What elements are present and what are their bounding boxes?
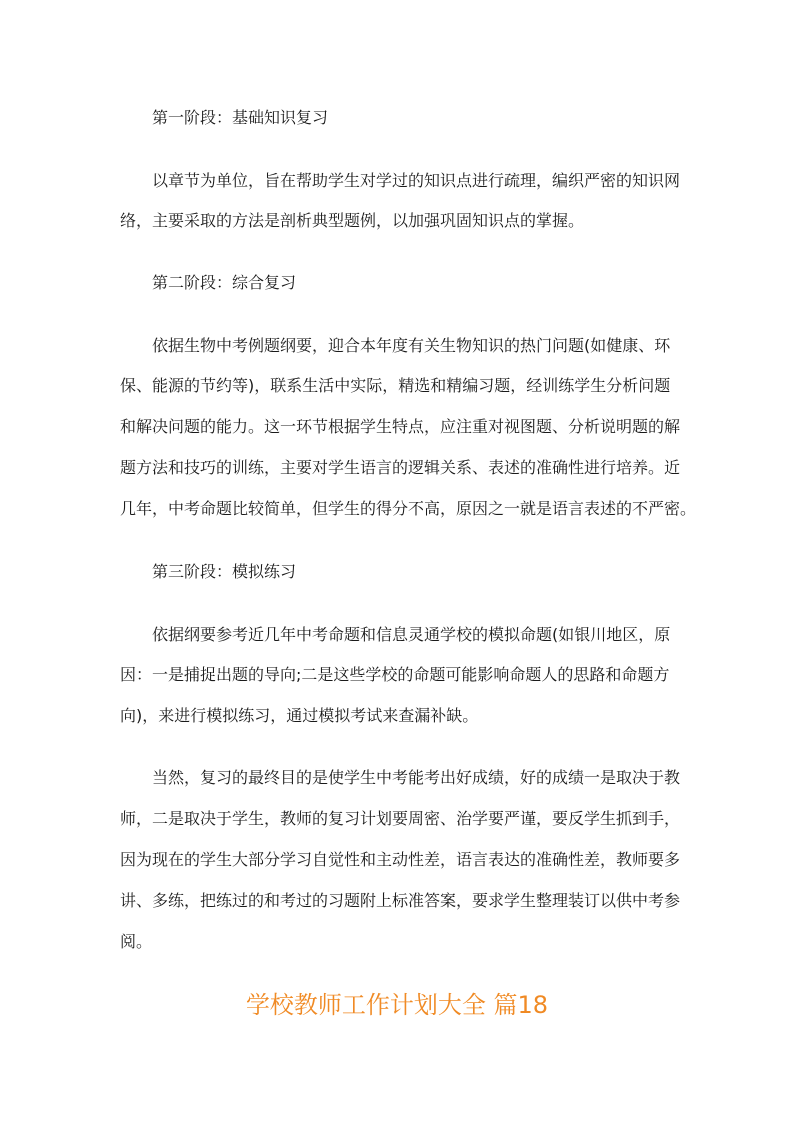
paragraph-line: 讲、多练，把练过的和考过的习题附上标准答案，要求学生整理装订以供中考参 [120, 891, 681, 910]
paragraph-line: 以章节为单位，旨在帮助学生对学过的知识点进行疏理，编织严密的知识网 [152, 171, 681, 190]
paragraph-line: 保、能源的节约等)，联系生活中实际，精选和精编习题，经训练学生分析问题 [120, 376, 671, 395]
paragraph-line: 因：一是捕捉出题的导向;二是这些学校的命题可能影响命题人的思路和命题方 [120, 665, 670, 684]
stage-one-heading: 第一阶段：基础知识复习 [152, 108, 329, 127]
paragraph-line: 络，主要采取的方法是剖析典型题例，以加强巩固知识点的掌握。 [120, 211, 585, 230]
paragraph-line: 题方法和技巧的训练，主要对学生语言的逻辑关系、表述的准确性进行培养。近 [120, 458, 681, 477]
section-title: 学校教师工作计划大全 篇18 [245, 991, 549, 1019]
paragraph-line: 因为现在的学生大部分学习自觉性和主动性差，语言表达的准确性差，教师要多 [120, 850, 681, 869]
paragraph-line: 师，二是取决于学生，教师的复习计划要周密、治学要严谨，要反学生抓到手， [120, 809, 681, 828]
paragraph-line: 当然，复习的最终目的是使学生中考能考出好成绩，好的成绩一是取决于教 [152, 768, 681, 787]
paragraph-line: 向)，来进行模拟练习，通过模拟考试来查漏补缺。 [120, 706, 479, 725]
stage-two-heading: 第二阶段：综合复习 [152, 273, 297, 292]
paragraph-line: 和解决问题的能力。这一环节根据学生特点，应注重对视图题、分析说明题的解 [120, 417, 681, 436]
paragraph-line: 依据生物中考例题纲要，迎合本年度有关生物知识的热门问题(如健康、环 [152, 336, 671, 355]
paragraph-line: 阅。 [120, 932, 153, 951]
paragraph-line: 几年，中考命题比较简单，但学生的得分不高，原因之一就是语言表述的不严密。 [120, 499, 697, 518]
stage-three-heading: 第三阶段：模拟练习 [152, 562, 297, 581]
paragraph-line: 依据纲要参考近几年中考命题和信息灵通学校的模拟命题(如银川地区，原 [152, 625, 671, 644]
